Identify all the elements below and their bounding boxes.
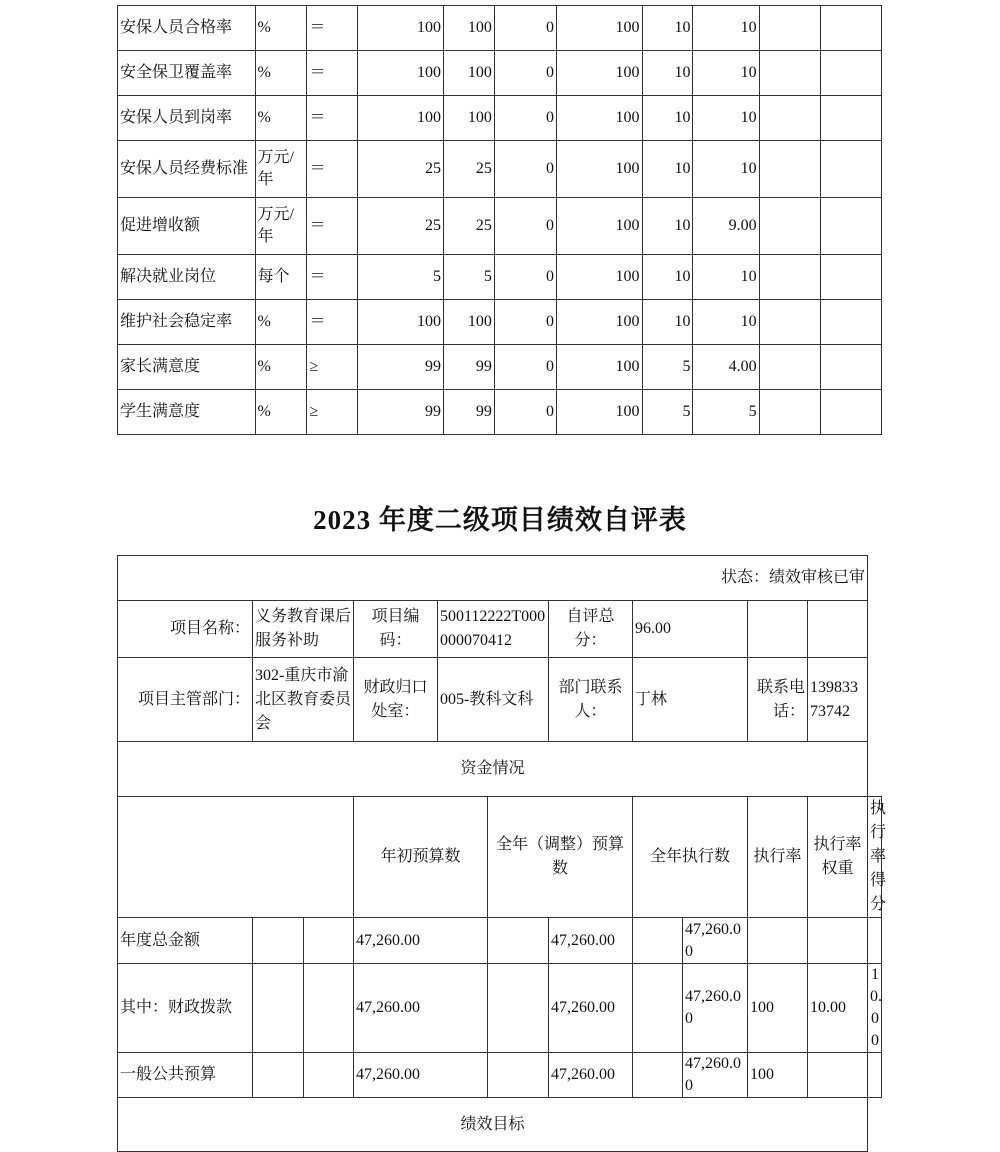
empty-cell	[759, 51, 820, 96]
metric-operator: ＝	[307, 255, 358, 300]
metric-actual: 99	[443, 390, 494, 435]
metric-target: 99	[358, 345, 444, 390]
metric-actual: 5	[443, 255, 494, 300]
metric-completion: 100	[556, 255, 642, 300]
funds-row	[118, 964, 882, 1053]
metric-unit: 每个	[255, 255, 307, 300]
metric-name: 学生满意度	[118, 390, 256, 435]
empty-cell	[488, 964, 549, 1053]
funds-score	[868, 918, 882, 964]
project-code-value: 500112222T000000070412	[438, 601, 549, 658]
metric-weight: 5	[642, 345, 693, 390]
empty-cell	[820, 51, 881, 96]
metric-target: 100	[358, 51, 444, 96]
funds-rate: 100	[748, 964, 808, 1053]
metric-target: 99	[358, 390, 444, 435]
metric-deviation: 0	[494, 6, 556, 51]
metric-completion: 100	[556, 300, 642, 345]
header-exec-weight: 执行率权重	[808, 797, 868, 918]
metric-name: 安保人员到岗率	[118, 96, 256, 141]
metric-operator: ≥	[307, 390, 358, 435]
metric-score: 10	[693, 141, 759, 198]
metric-deviation: 0	[494, 198, 556, 255]
funds-score	[868, 1053, 882, 1098]
empty-cell	[820, 6, 881, 51]
empty-cell	[488, 1053, 549, 1098]
funds-row-label: 年度总金额	[118, 918, 253, 964]
metric-weight: 10	[642, 198, 693, 255]
metric-unit: %	[255, 390, 307, 435]
phone-label: 联系电话：	[748, 658, 808, 742]
metric-unit: %	[255, 96, 307, 141]
metric-score: 5	[693, 390, 759, 435]
empty-cell	[759, 6, 820, 51]
metric-weight: 5	[642, 390, 693, 435]
empty-cell	[820, 300, 881, 345]
metric-weight: 10	[642, 255, 693, 300]
funds-row-label: 其中：财政拨款	[118, 964, 253, 1053]
self-evaluation-form	[117, 555, 887, 1152]
page-title: 2023 年度二级项目绩效自评表	[313, 505, 687, 535]
metric-deviation: 0	[494, 255, 556, 300]
funds-score: 10.00	[868, 964, 882, 1053]
metric-score: 4.00	[693, 345, 759, 390]
metric-unit: %	[255, 345, 307, 390]
metric-target: 100	[358, 6, 444, 51]
funds-executed: 47,260.00	[683, 1053, 748, 1098]
metric-weight: 10	[642, 51, 693, 96]
contact-value: 丁林	[633, 658, 748, 742]
header-exec-score: 执行率得分	[868, 797, 882, 918]
metric-unit: %	[255, 300, 307, 345]
metric-row	[118, 198, 882, 255]
metric-actual: 100	[443, 51, 494, 96]
metric-target: 100	[358, 96, 444, 141]
metric-weight: 10	[642, 141, 693, 198]
funds-executed: 47,260.00	[683, 964, 748, 1053]
metric-deviation: 0	[494, 51, 556, 96]
header-exec-rate: 执行率	[748, 797, 808, 918]
metric-score: 10	[693, 255, 759, 300]
goals-heading: 绩效目标	[118, 1098, 868, 1152]
funds-row	[118, 918, 882, 964]
metric-name: 安保人员经费标准	[118, 141, 256, 198]
empty-cell	[633, 964, 683, 1053]
metrics-table-body	[118, 6, 882, 435]
metric-row	[118, 6, 882, 51]
funds-rate	[748, 918, 808, 964]
empty-cell	[759, 390, 820, 435]
metric-actual: 100	[443, 6, 494, 51]
header-initial-budget: 年初预算数	[354, 797, 488, 918]
empty-cell	[253, 1053, 304, 1098]
project-name-value: 义务教育课后服务补助	[253, 601, 354, 658]
empty-cell	[820, 255, 881, 300]
status-text: 状态：绩效审核已审	[118, 556, 868, 601]
metric-weight: 10	[642, 300, 693, 345]
metric-completion: 100	[556, 51, 642, 96]
empty-cell	[820, 198, 881, 255]
metric-row	[118, 255, 882, 300]
metric-completion: 100	[556, 96, 642, 141]
metric-actual: 25	[443, 198, 494, 255]
metric-score: 9.00	[693, 198, 759, 255]
finance-office-label: 财政归口处室：	[354, 658, 438, 742]
metric-deviation: 0	[494, 141, 556, 198]
metric-actual: 100	[443, 96, 494, 141]
funds-adjusted: 47,260.00	[549, 918, 633, 964]
funds-weight	[808, 918, 868, 964]
funds-weight: 10.00	[808, 964, 868, 1053]
empty-cell	[488, 918, 549, 964]
finance-office-value: 005-教科文科	[438, 658, 549, 742]
metric-actual: 25	[443, 141, 494, 198]
metric-name: 安全保卫覆盖率	[118, 51, 256, 96]
metric-row	[118, 300, 882, 345]
funds-heading: 资金情况	[118, 742, 868, 797]
metric-completion: 100	[556, 198, 642, 255]
metric-unit: %	[255, 6, 307, 51]
metric-target: 25	[358, 198, 444, 255]
metric-completion: 100	[556, 6, 642, 51]
header-executed: 全年执行数	[633, 797, 748, 918]
funds-row	[118, 1053, 882, 1098]
self-score-label: 自评总分：	[549, 601, 633, 658]
metric-deviation: 0	[494, 390, 556, 435]
metric-deviation: 0	[494, 300, 556, 345]
empty-cell	[759, 198, 820, 255]
empty-cell	[759, 255, 820, 300]
metric-name: 安保人员合格率	[118, 6, 256, 51]
metric-score: 10	[693, 51, 759, 96]
empty-cell	[808, 601, 868, 658]
performance-metrics-table	[117, 5, 882, 435]
metric-unit: 万元/年	[255, 141, 307, 198]
metric-score: 10	[693, 96, 759, 141]
metric-name: 促进增收额	[118, 198, 256, 255]
metric-target: 25	[358, 141, 444, 198]
funds-adjusted: 47,260.00	[549, 1053, 633, 1098]
metric-score: 10	[693, 300, 759, 345]
metric-target: 100	[358, 300, 444, 345]
contact-label: 部门联系人：	[549, 658, 633, 742]
funds-initial: 47,260.00	[354, 1053, 488, 1098]
self-score-value: 96.00	[633, 601, 748, 658]
metric-target: 5	[358, 255, 444, 300]
metric-weight: 10	[642, 96, 693, 141]
empty-cell	[820, 96, 881, 141]
metric-unit: %	[255, 51, 307, 96]
dept-label: 项目主管部门：	[118, 658, 253, 742]
project-code-label: 项目编码：	[354, 601, 438, 658]
empty-cell	[253, 918, 304, 964]
empty-cell	[820, 390, 881, 435]
metric-operator: ＝	[307, 96, 358, 141]
metric-row	[118, 51, 882, 96]
metric-unit: 万元/年	[255, 198, 307, 255]
funds-executed: 47,260.00	[683, 918, 748, 964]
metric-operator: ＝	[307, 198, 358, 255]
metric-row	[118, 390, 882, 435]
metric-weight: 10	[642, 6, 693, 51]
funds-rate: 100	[748, 1053, 808, 1098]
metric-completion: 100	[556, 345, 642, 390]
header-adjusted-budget: 全年（调整）预算数	[488, 797, 633, 918]
metric-operator: ＝	[307, 51, 358, 96]
metric-name: 家长满意度	[118, 345, 256, 390]
metric-completion: 100	[556, 141, 642, 198]
empty-cell	[304, 964, 354, 1053]
funds-adjusted: 47,260.00	[549, 964, 633, 1053]
metric-name: 维护社会稳定率	[118, 300, 256, 345]
metric-row	[118, 345, 882, 390]
metric-deviation: 0	[494, 96, 556, 141]
funds-weight	[808, 1053, 868, 1098]
metric-operator: ＝	[307, 300, 358, 345]
metric-row	[118, 96, 882, 141]
metric-actual: 100	[443, 300, 494, 345]
phone-value: 13983373742	[808, 658, 868, 742]
dept-value: 302-重庆市渝北区教育委员会	[253, 658, 354, 742]
empty-cell	[304, 918, 354, 964]
project-name-label: 项目名称：	[118, 601, 253, 658]
empty-cell	[820, 345, 881, 390]
metric-deviation: 0	[494, 345, 556, 390]
empty-cell	[759, 96, 820, 141]
metric-name: 解决就业岗位	[118, 255, 256, 300]
funds-initial: 47,260.00	[354, 964, 488, 1053]
empty-cell	[304, 1053, 354, 1098]
metric-completion: 100	[556, 390, 642, 435]
empty-cell	[759, 141, 820, 198]
funds-row-label: 一般公共预算	[118, 1053, 253, 1098]
metric-score: 10	[693, 6, 759, 51]
empty-cell	[633, 918, 683, 964]
empty-cell	[253, 964, 304, 1053]
empty-cell	[118, 797, 354, 918]
funds-table-body	[118, 918, 882, 1098]
metric-operator: ＝	[307, 6, 358, 51]
metric-operator: ＝	[307, 141, 358, 198]
empty-cell	[759, 345, 820, 390]
empty-cell	[748, 601, 808, 658]
empty-cell	[820, 141, 881, 198]
metric-actual: 99	[443, 345, 494, 390]
empty-cell	[759, 300, 820, 345]
metric-row	[118, 141, 882, 198]
metric-operator: ≥	[307, 345, 358, 390]
empty-cell	[633, 1053, 683, 1098]
funds-initial: 47,260.00	[354, 918, 488, 964]
